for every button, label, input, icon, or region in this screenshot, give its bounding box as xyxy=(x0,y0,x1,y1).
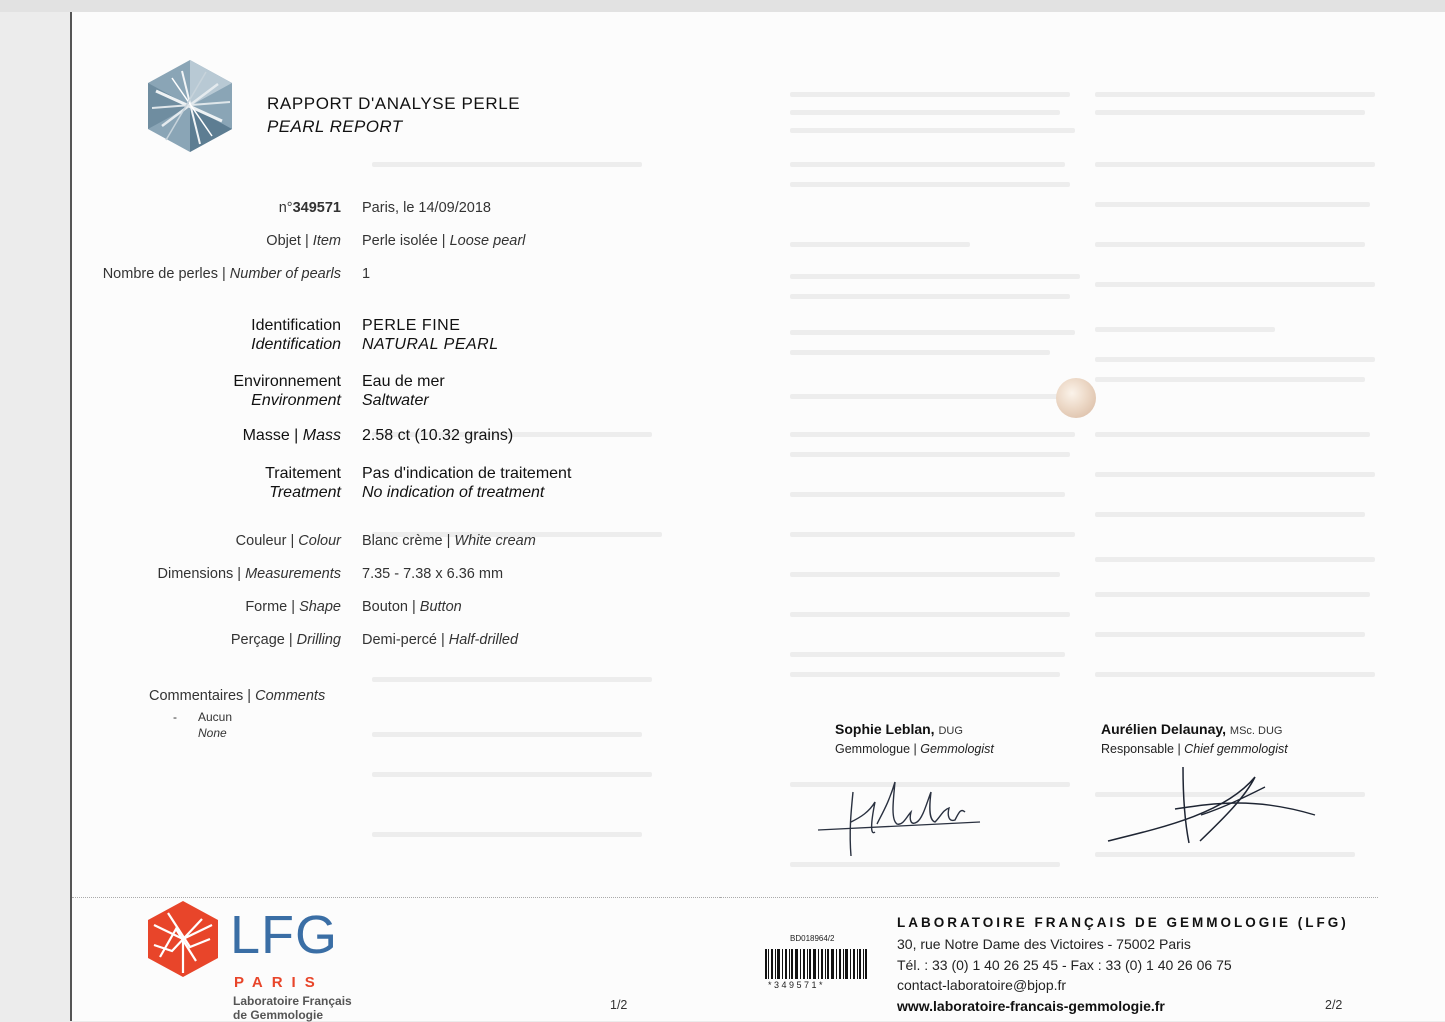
environment-value: Eau de mer Saltwater xyxy=(362,373,445,409)
barcode-code: BD018964/2 xyxy=(790,934,835,943)
pearl-count-label: Nombre de perles | Number of pearls xyxy=(102,266,341,282)
pearl-count-value: 1 xyxy=(362,266,371,282)
report-page-2 xyxy=(720,12,1445,1021)
measurements-label: Dimensions | Measurements xyxy=(157,566,341,582)
report-number: n°349571 xyxy=(278,200,341,216)
signatory-2-role: Responsable | Chief gemmologist xyxy=(1101,742,1288,756)
signatory-2-name: Aurélien Delaunay, MSc. DUG xyxy=(1101,721,1283,737)
signature-2-icon xyxy=(1105,757,1320,852)
lab-website[interactable]: www.laboratoire-francais-gemmologie.fr xyxy=(897,998,1165,1014)
lab-address: 30, rue Notre Dame des Victoires - 75002 Paris xyxy=(897,936,1191,952)
lfg-logo-city: PARIS xyxy=(234,974,324,991)
colour-value: Blanc crème | White cream xyxy=(362,533,536,549)
shape-label: Forme | Shape xyxy=(245,599,341,615)
page-number-2: 2/2 xyxy=(1325,998,1343,1012)
mass-label: Masse | Mass xyxy=(242,427,341,444)
comments-item-fr: Aucun xyxy=(198,710,233,724)
item-value: Perle isolée | Loose pearl xyxy=(362,233,526,249)
lfg-logo-text: LFG xyxy=(230,905,339,965)
signatory-1-name: Sophie Leblan, DUG xyxy=(835,721,963,737)
barcode-digits: * 3 4 9 5 7 1 * xyxy=(768,980,823,990)
report-title-en: PEARL REPORT xyxy=(267,117,403,136)
treatment-value: Pas d'indication de traitement No indication of treatment xyxy=(362,465,572,501)
lab-phone: Tél. : 33 (0) 1 40 26 25 45 - Fax : 33 (0) 1 40 26 06 75 xyxy=(897,957,1232,973)
signature-1-icon xyxy=(815,772,990,862)
comments-bullet: - xyxy=(173,710,177,724)
scan-top-edge xyxy=(0,0,1445,12)
report-page-1 xyxy=(70,12,720,1021)
identification-label: Identification Identification xyxy=(251,317,341,353)
barcode-icon xyxy=(765,949,867,979)
mass-value: 2.58 ct (10.32 grains) xyxy=(362,427,514,444)
page-number-1: 1/2 xyxy=(610,998,628,1012)
comments-label: Commentaires | Comments xyxy=(149,688,326,704)
identification-value: PERLE FINE NATURAL PEARL xyxy=(362,317,499,353)
lab-email[interactable]: contact-laboratoire@bjop.fr xyxy=(897,977,1067,993)
drilling-label: Perçage | Drilling xyxy=(230,632,341,648)
report-title-fr: RAPPORT D'ANALYSE PERLE xyxy=(267,94,521,113)
footer-separator xyxy=(72,897,720,898)
report-date: Paris, le 14/09/2018 xyxy=(362,200,491,216)
lab-title: LABORATOIRE FRANÇAIS DE GEMMOLOGIE (LFG) xyxy=(897,915,1349,930)
lfg-logo-subtitle: Laboratoire Français de Gemmologie xyxy=(233,994,352,1022)
shape-value: Bouton | Button xyxy=(362,599,462,615)
gem-crystal-icon xyxy=(142,56,238,156)
treatment-label: Traitement Treatment xyxy=(265,465,341,501)
lfg-logo-icon xyxy=(144,899,222,979)
environment-label: Environnement Environment xyxy=(233,373,341,409)
measurements-value: 7.35 - 7.38 x 6.36 mm xyxy=(362,566,504,582)
pearl-photo xyxy=(1056,378,1096,418)
drilling-value: Demi-percé | Half-drilled xyxy=(362,632,519,648)
colour-label: Couleur | Colour xyxy=(235,533,341,549)
footer-separator-right xyxy=(720,897,1378,898)
comments-item-en: None xyxy=(198,726,227,740)
signatory-1-role: Gemmologue | Gemmologist xyxy=(835,742,994,756)
item-label: Objet | Item xyxy=(266,233,341,249)
